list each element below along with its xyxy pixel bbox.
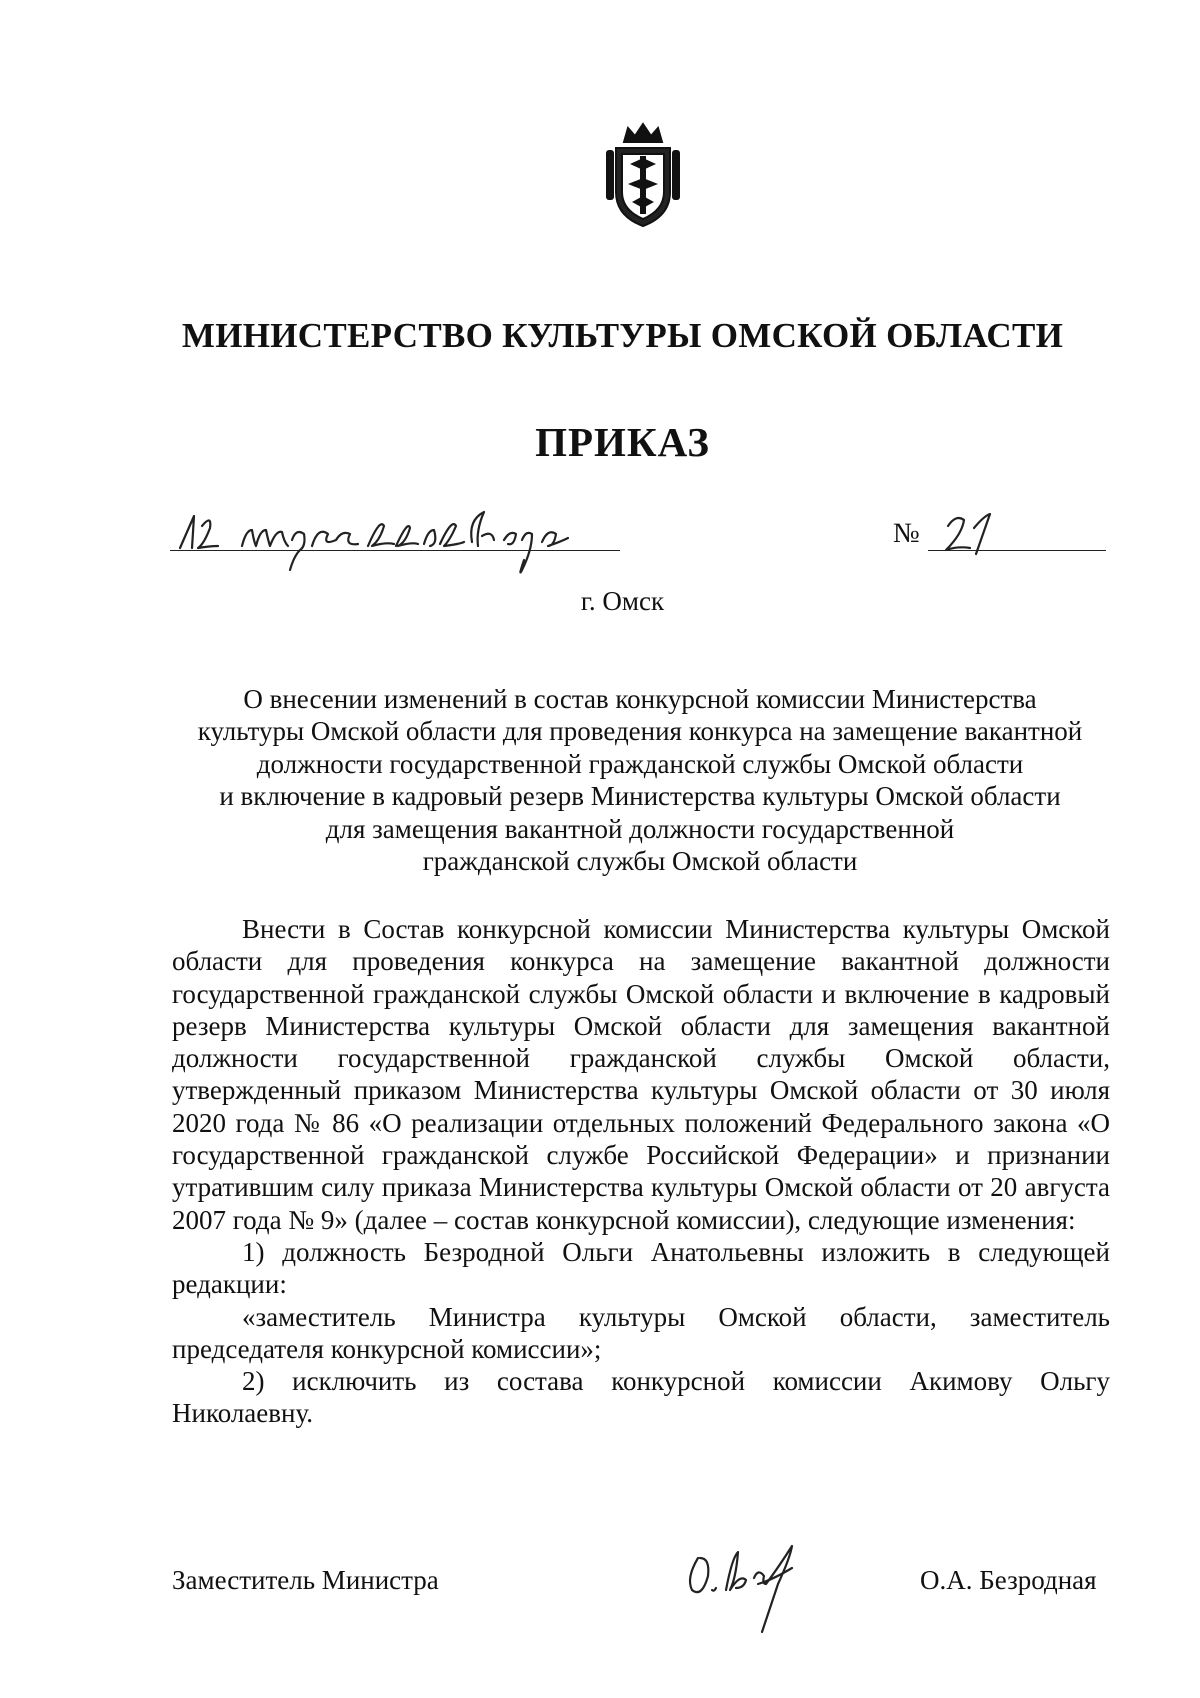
number-label: № (893, 518, 920, 549)
subject-line: культуры Омской области для проведения конкурса на замещение вакантной (197, 716, 1083, 747)
body-paragraph: «заместитель Министра культуры Омской области, заместитель председателя конкурсной комиссии»; (172, 1301, 1110, 1364)
body-paragraph: 1) должность Безродной Ольги Анатольевны изложить в следующей редакции: (172, 1236, 1110, 1300)
coat-of-arms-icon (602, 120, 684, 230)
subject-line: должности государственной гражданской службы Омской области (256, 748, 1024, 779)
handwritten-date (172, 500, 642, 580)
handwritten-signature (682, 1528, 822, 1638)
signer-name: О.А. Безродная (920, 1565, 1097, 1595)
document-subject (160, 683, 1120, 877)
city: г. Омск (580, 586, 665, 616)
signer-title: Заместитель Министра (172, 1565, 439, 1595)
body-paragraph: Внести в Состав конкурсной комиссии Министерства культуры Омской области для проведения конкурса на замещение вакантной должности государственной гражданской службы Омской области и включение в кадровый резерв Министерства культуры Омской области для замещения вакантной должности государственной гражданской службы Омской области, утвержденный приказом Министерства культуры Омской области от 30 июля 2020 года № 86 «О реализации отдельных положений Федерального закона «О государственной гражданской службе Российской Федерации» и признании утратившим силу приказа Министерства культуры Омской области от 20 августа 2007 года № 9» (далее – состав конкурсной комиссии), следующие изменения: (172, 914, 1110, 1235)
subject-line: для замещения вакантной должности государственной (325, 813, 955, 844)
organization-title: МИНИСТЕРСТВО КУЛЬТУРЫ ОМСКОЙ ОБЛАСТИ (181, 316, 1064, 355)
subject-line: и включение в кадровый резерв Министерства культуры Омской области (219, 781, 1061, 812)
subject-line: гражданской службы Омской области (422, 846, 858, 877)
date-underline (170, 550, 620, 551)
subject-line: О внесении изменений в состав конкурсной комиссии Министерства (243, 684, 1037, 714)
body-paragraph: 2) исключить из состава конкурсной комиссии Акимову Ольгу Николаевну. (172, 1366, 1110, 1429)
number-underline (928, 550, 1106, 551)
document-body (172, 913, 1110, 1430)
document-type: ПРИКАЗ (535, 419, 710, 465)
